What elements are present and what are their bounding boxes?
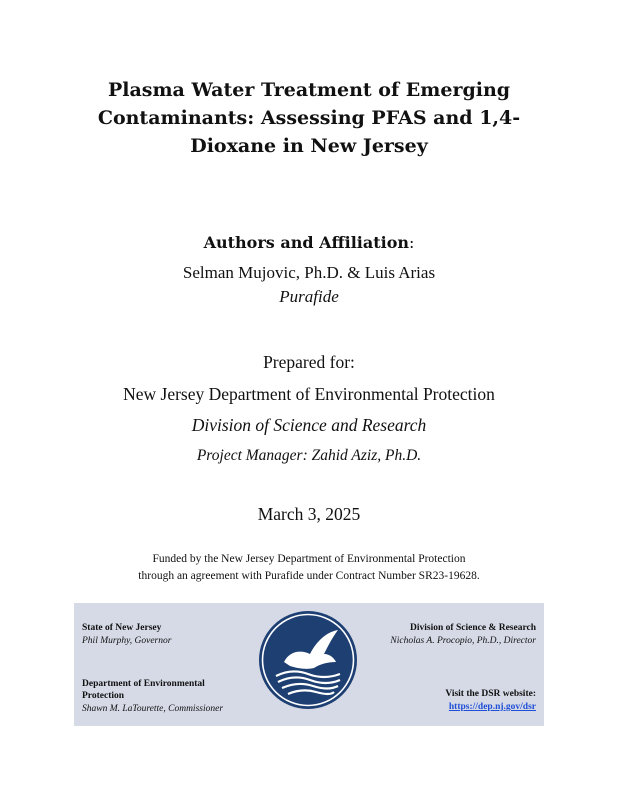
footer-director: Nicholas A. Procopio, Ph.D., Director: [390, 636, 536, 646]
authors-heading-label: Authors and Affiliation: [203, 233, 410, 252]
document-title: [0, 76, 618, 160]
njdep-seal-icon: [258, 610, 358, 710]
footer-dsr-title: Division of Science & Research: [410, 623, 536, 633]
authors-heading: [0, 233, 618, 252]
author-names: Selman Mujovic, Ph.D. & Luis Arias: [182, 263, 436, 282]
footer-visit-label: Visit the DSR website:: [445, 689, 536, 699]
funding-line-1: Funded by the New Jersey Department of Environmental Protection: [152, 553, 466, 565]
footer-governor: Phil Murphy, Governor: [82, 636, 172, 646]
footer-dept-title-line-2: Protection: [82, 691, 125, 701]
title-line-2: Contaminants: Assessing PFAS and 1,4-: [97, 107, 521, 129]
prepared-for-department: New Jersey Department of Environmental Protection: [123, 384, 495, 404]
footer-website-link[interactable]: https://dep.nj.gov/dsr: [448, 702, 536, 712]
funding-line-2: through an agreement with Purafide under Contract Number SR23-19628.: [138, 570, 480, 582]
project-manager: Project Manager: Zahid Aziz, Ph.D.: [196, 447, 422, 464]
footer-state-title: State of New Jersey: [82, 623, 162, 633]
title-line-3: Dioxane in New Jersey: [190, 135, 428, 157]
prepared-for-division: Division of Science and Research: [191, 415, 427, 435]
footer-banner: [74, 603, 544, 726]
authors-heading-colon: :: [409, 233, 415, 252]
prepared-for-label: Prepared for:: [263, 352, 355, 372]
footer-dept-title-line-1: Department of Environmental: [82, 679, 205, 689]
report-date: March 3, 2025: [257, 504, 361, 524]
footer-commissioner: Shawn M. LaTourette, Commissioner: [82, 704, 224, 714]
title-line-1: Plasma Water Treatment of Emerging: [107, 79, 511, 101]
author-company: Purafide: [279, 287, 339, 306]
